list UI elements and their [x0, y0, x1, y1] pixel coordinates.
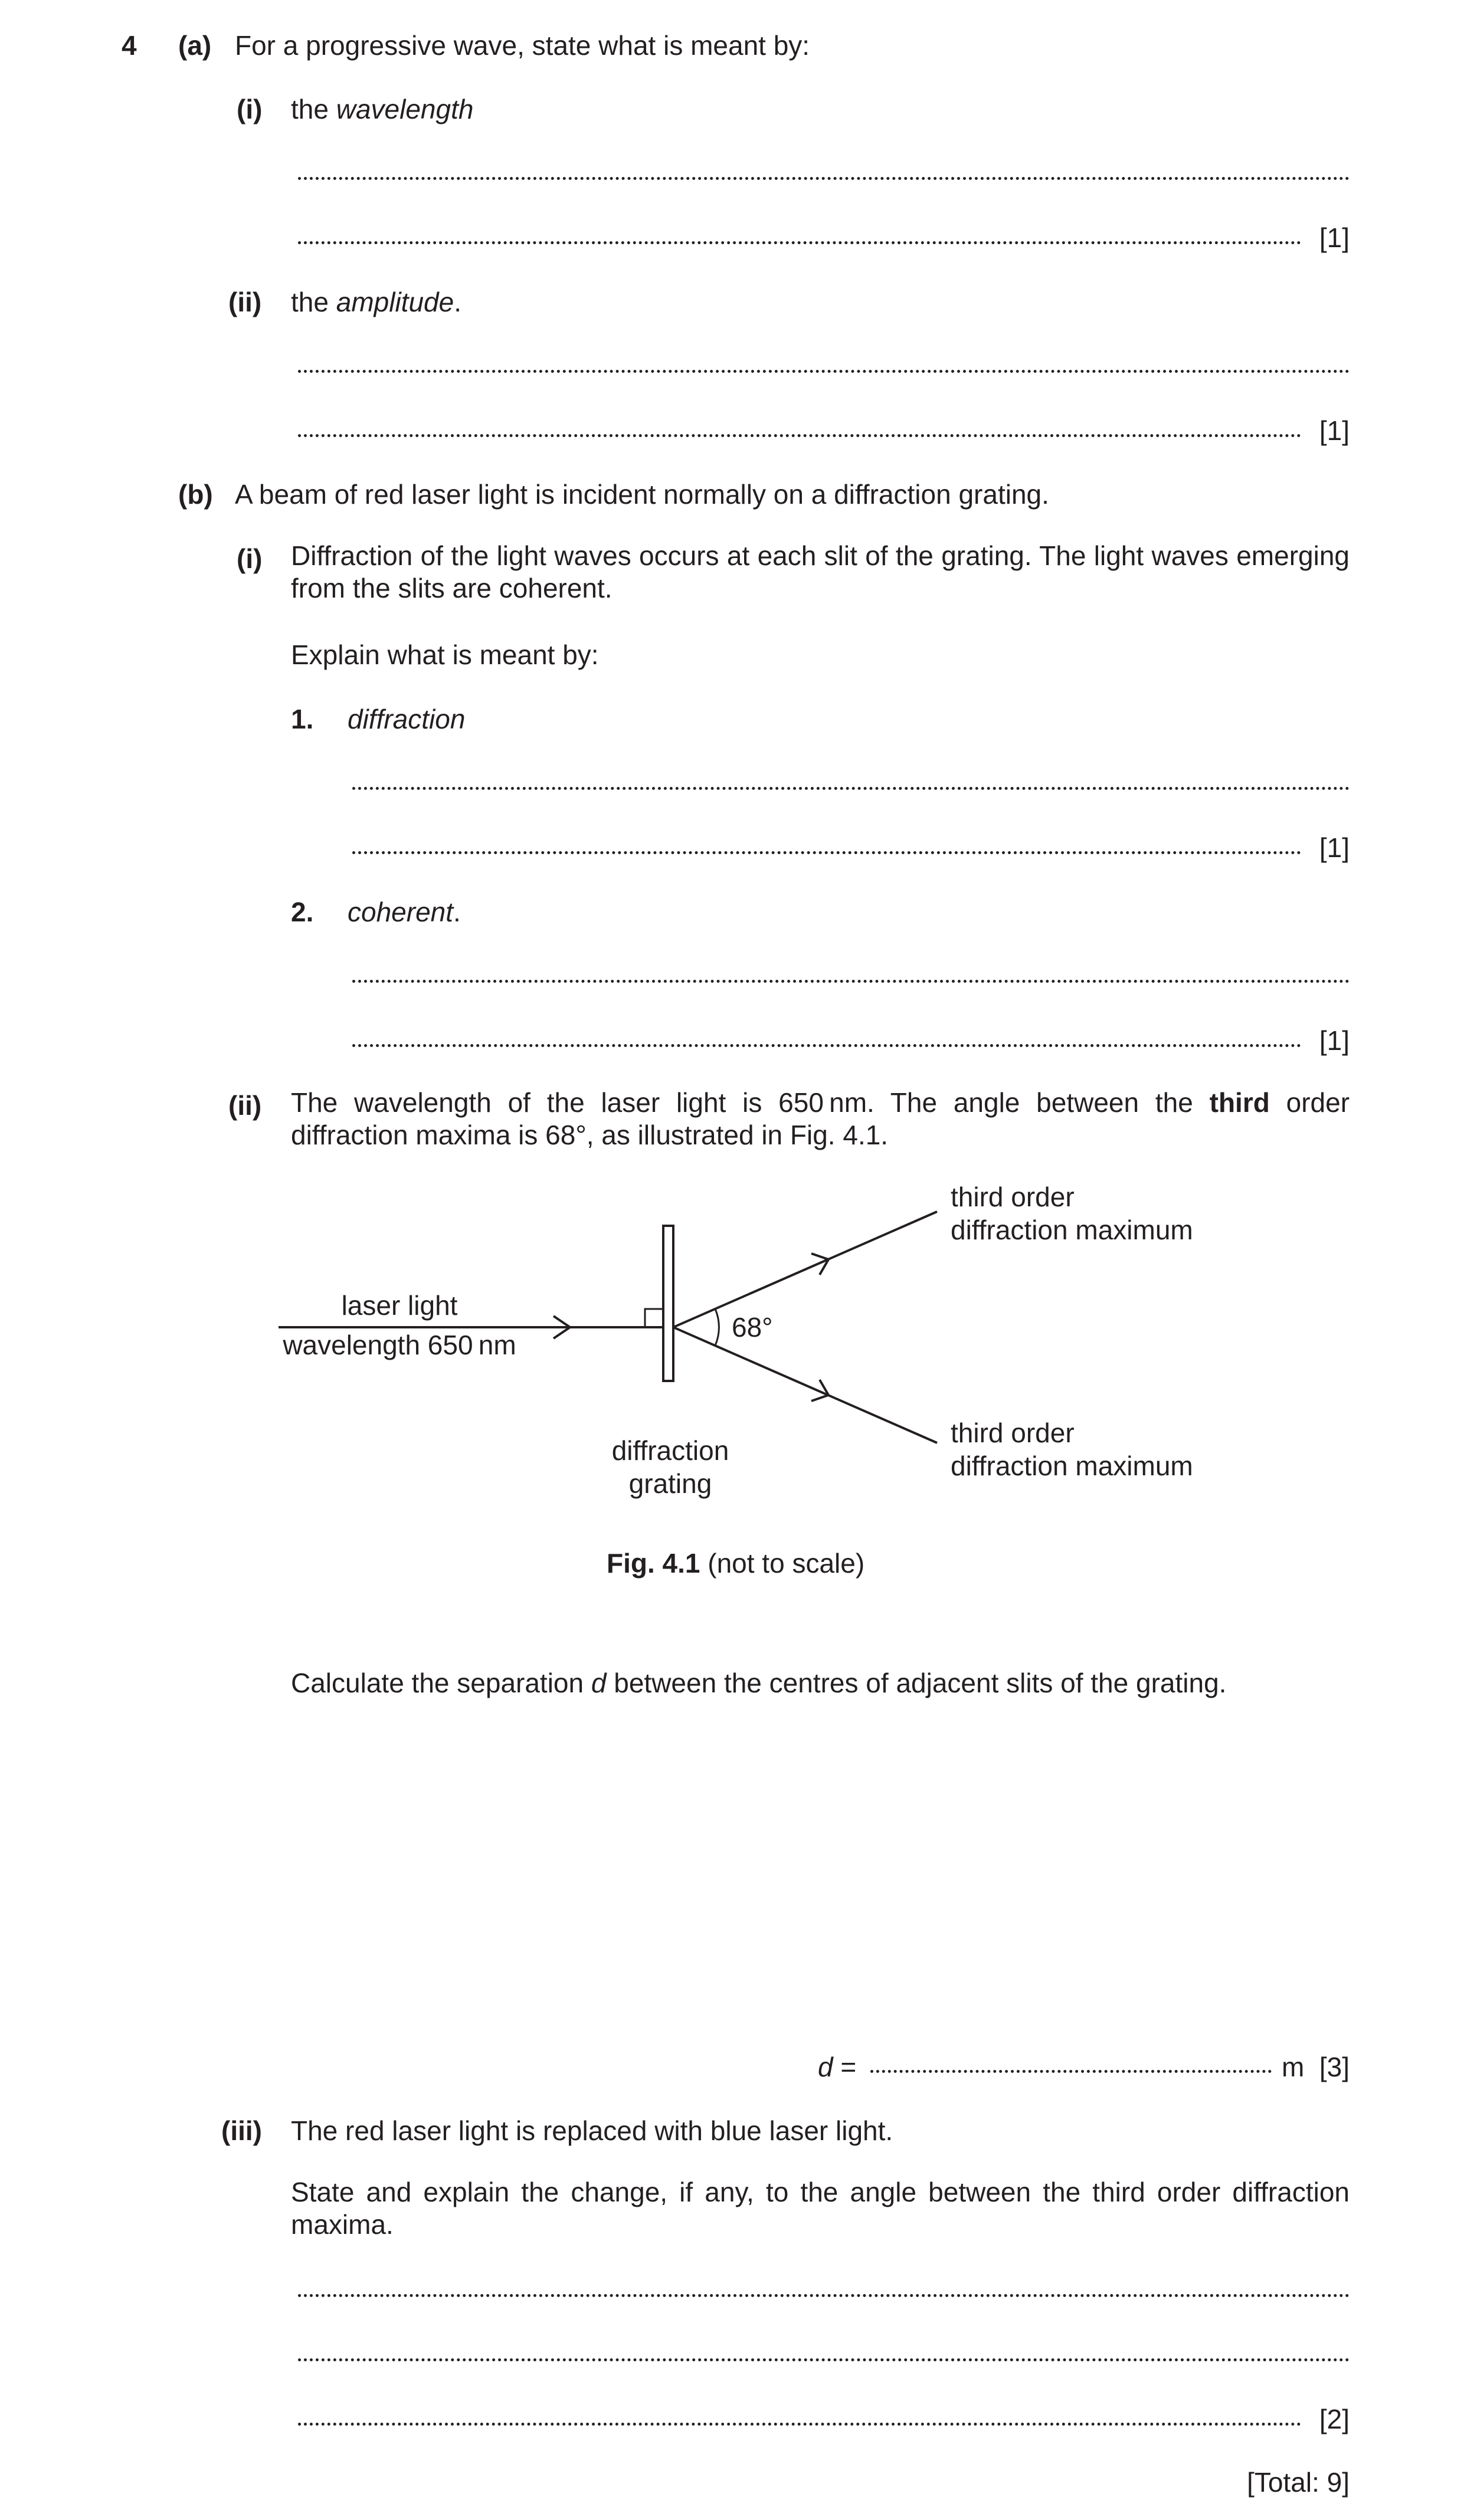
part-b-ii-label: (ii) — [228, 1090, 262, 1121]
term-amplitude: amplitude — [336, 287, 454, 317]
mark-allocation: [1] — [1319, 222, 1350, 253]
top-label-2: diffraction maximum — [951, 1215, 1193, 1245]
angle-arc — [715, 1309, 719, 1346]
term-coherent: coherent — [348, 897, 454, 927]
part-b-i-label: (i) — [237, 543, 263, 574]
part-a-i-prompt: the wavelength — [291, 94, 474, 124]
part-b-i-text: Diffraction of the light waves occurs at each slit of the grating. The light waves emerging from the slits are coherent. — [291, 540, 1350, 603]
calc-instruction: Calculate the separation d between the centres of adjacent slits of the grating. — [291, 1668, 1227, 1698]
mark-allocation: [1] — [1319, 832, 1350, 863]
part-b-ii-text: The wavelength of the laser light is 650 nm. The angle between the third order diffraction maxima is 68°, as illustrated in Fig. 4.1. — [291, 1087, 1350, 1150]
bottom-label-1: third order — [951, 1418, 1075, 1448]
answer-d-unit: m — [1282, 2052, 1305, 2082]
answer-line[interactable] — [298, 2423, 1301, 2426]
grating-label-1: diffraction — [611, 1435, 729, 1466]
mark-allocation: [3] — [1319, 2052, 1350, 2082]
right-angle-marker — [645, 1309, 663, 1327]
part-b-label: (b) — [178, 479, 213, 510]
part-b-iii-label: (iii) — [221, 2115, 262, 2146]
part-b-stem: A beam of red laser light is incident normally on a diffraction grating. — [235, 479, 1049, 510]
item-2-prompt: coherent. — [348, 897, 461, 927]
diffracted-beam-bottom — [673, 1327, 937, 1443]
question-number: 4 — [122, 30, 137, 61]
part-a-stem: For a progressive wave, state what is meant by: — [235, 30, 810, 61]
diffracted-beam-top — [673, 1212, 937, 1327]
bottom-label-2: diffraction maximum — [951, 1451, 1193, 1481]
laser-label-1: laser light — [341, 1290, 458, 1321]
part-b-iii-text: The red laser light is replaced with blue laser light. — [291, 2115, 893, 2146]
part-a-ii-prompt: the amplitude. — [291, 287, 461, 317]
total-marks: [Total: 9] — [1247, 2467, 1350, 2498]
answer-d-input[interactable] — [870, 2070, 1272, 2073]
item-1-label: 1. — [291, 704, 314, 734]
answer-line[interactable] — [298, 2358, 1350, 2361]
answer-d-label: d = — [818, 2052, 857, 2082]
part-a-label: (a) — [178, 30, 212, 61]
mark-allocation: [1] — [1319, 415, 1350, 446]
diffraction-grating — [663, 1226, 673, 1381]
part-a-ii-label: (ii) — [228, 287, 262, 317]
part-b-iii-instruction: State and explain the change, if any, to the angle between the third order diffraction maxima. — [291, 2177, 1350, 2240]
caption-bold: Fig. 4.1 — [607, 1548, 700, 1579]
part-b-i-explain: Explain what is meant by: — [291, 639, 599, 670]
mark-allocation: [1] — [1319, 1025, 1350, 1056]
part-a-i-label: (i) — [237, 94, 263, 124]
var-d: d — [591, 1668, 607, 1698]
grating-label-2: grating — [628, 1468, 712, 1499]
laser-label-2: wavelength 650 nm — [283, 1330, 516, 1360]
mark-allocation: [2] — [1319, 2404, 1350, 2434]
angle-label: 68° — [732, 1312, 773, 1343]
term-diffraction: diffraction — [348, 704, 466, 734]
term-wavelength: wavelength — [336, 94, 474, 124]
top-label-1: third order — [951, 1182, 1075, 1212]
figure-caption: Fig. 4.1 (not to scale) — [607, 1548, 865, 1579]
item-2-label: 2. — [291, 897, 314, 927]
emphasis-third: third — [1209, 1087, 1270, 1118]
answer-line[interactable] — [298, 2294, 1350, 2297]
